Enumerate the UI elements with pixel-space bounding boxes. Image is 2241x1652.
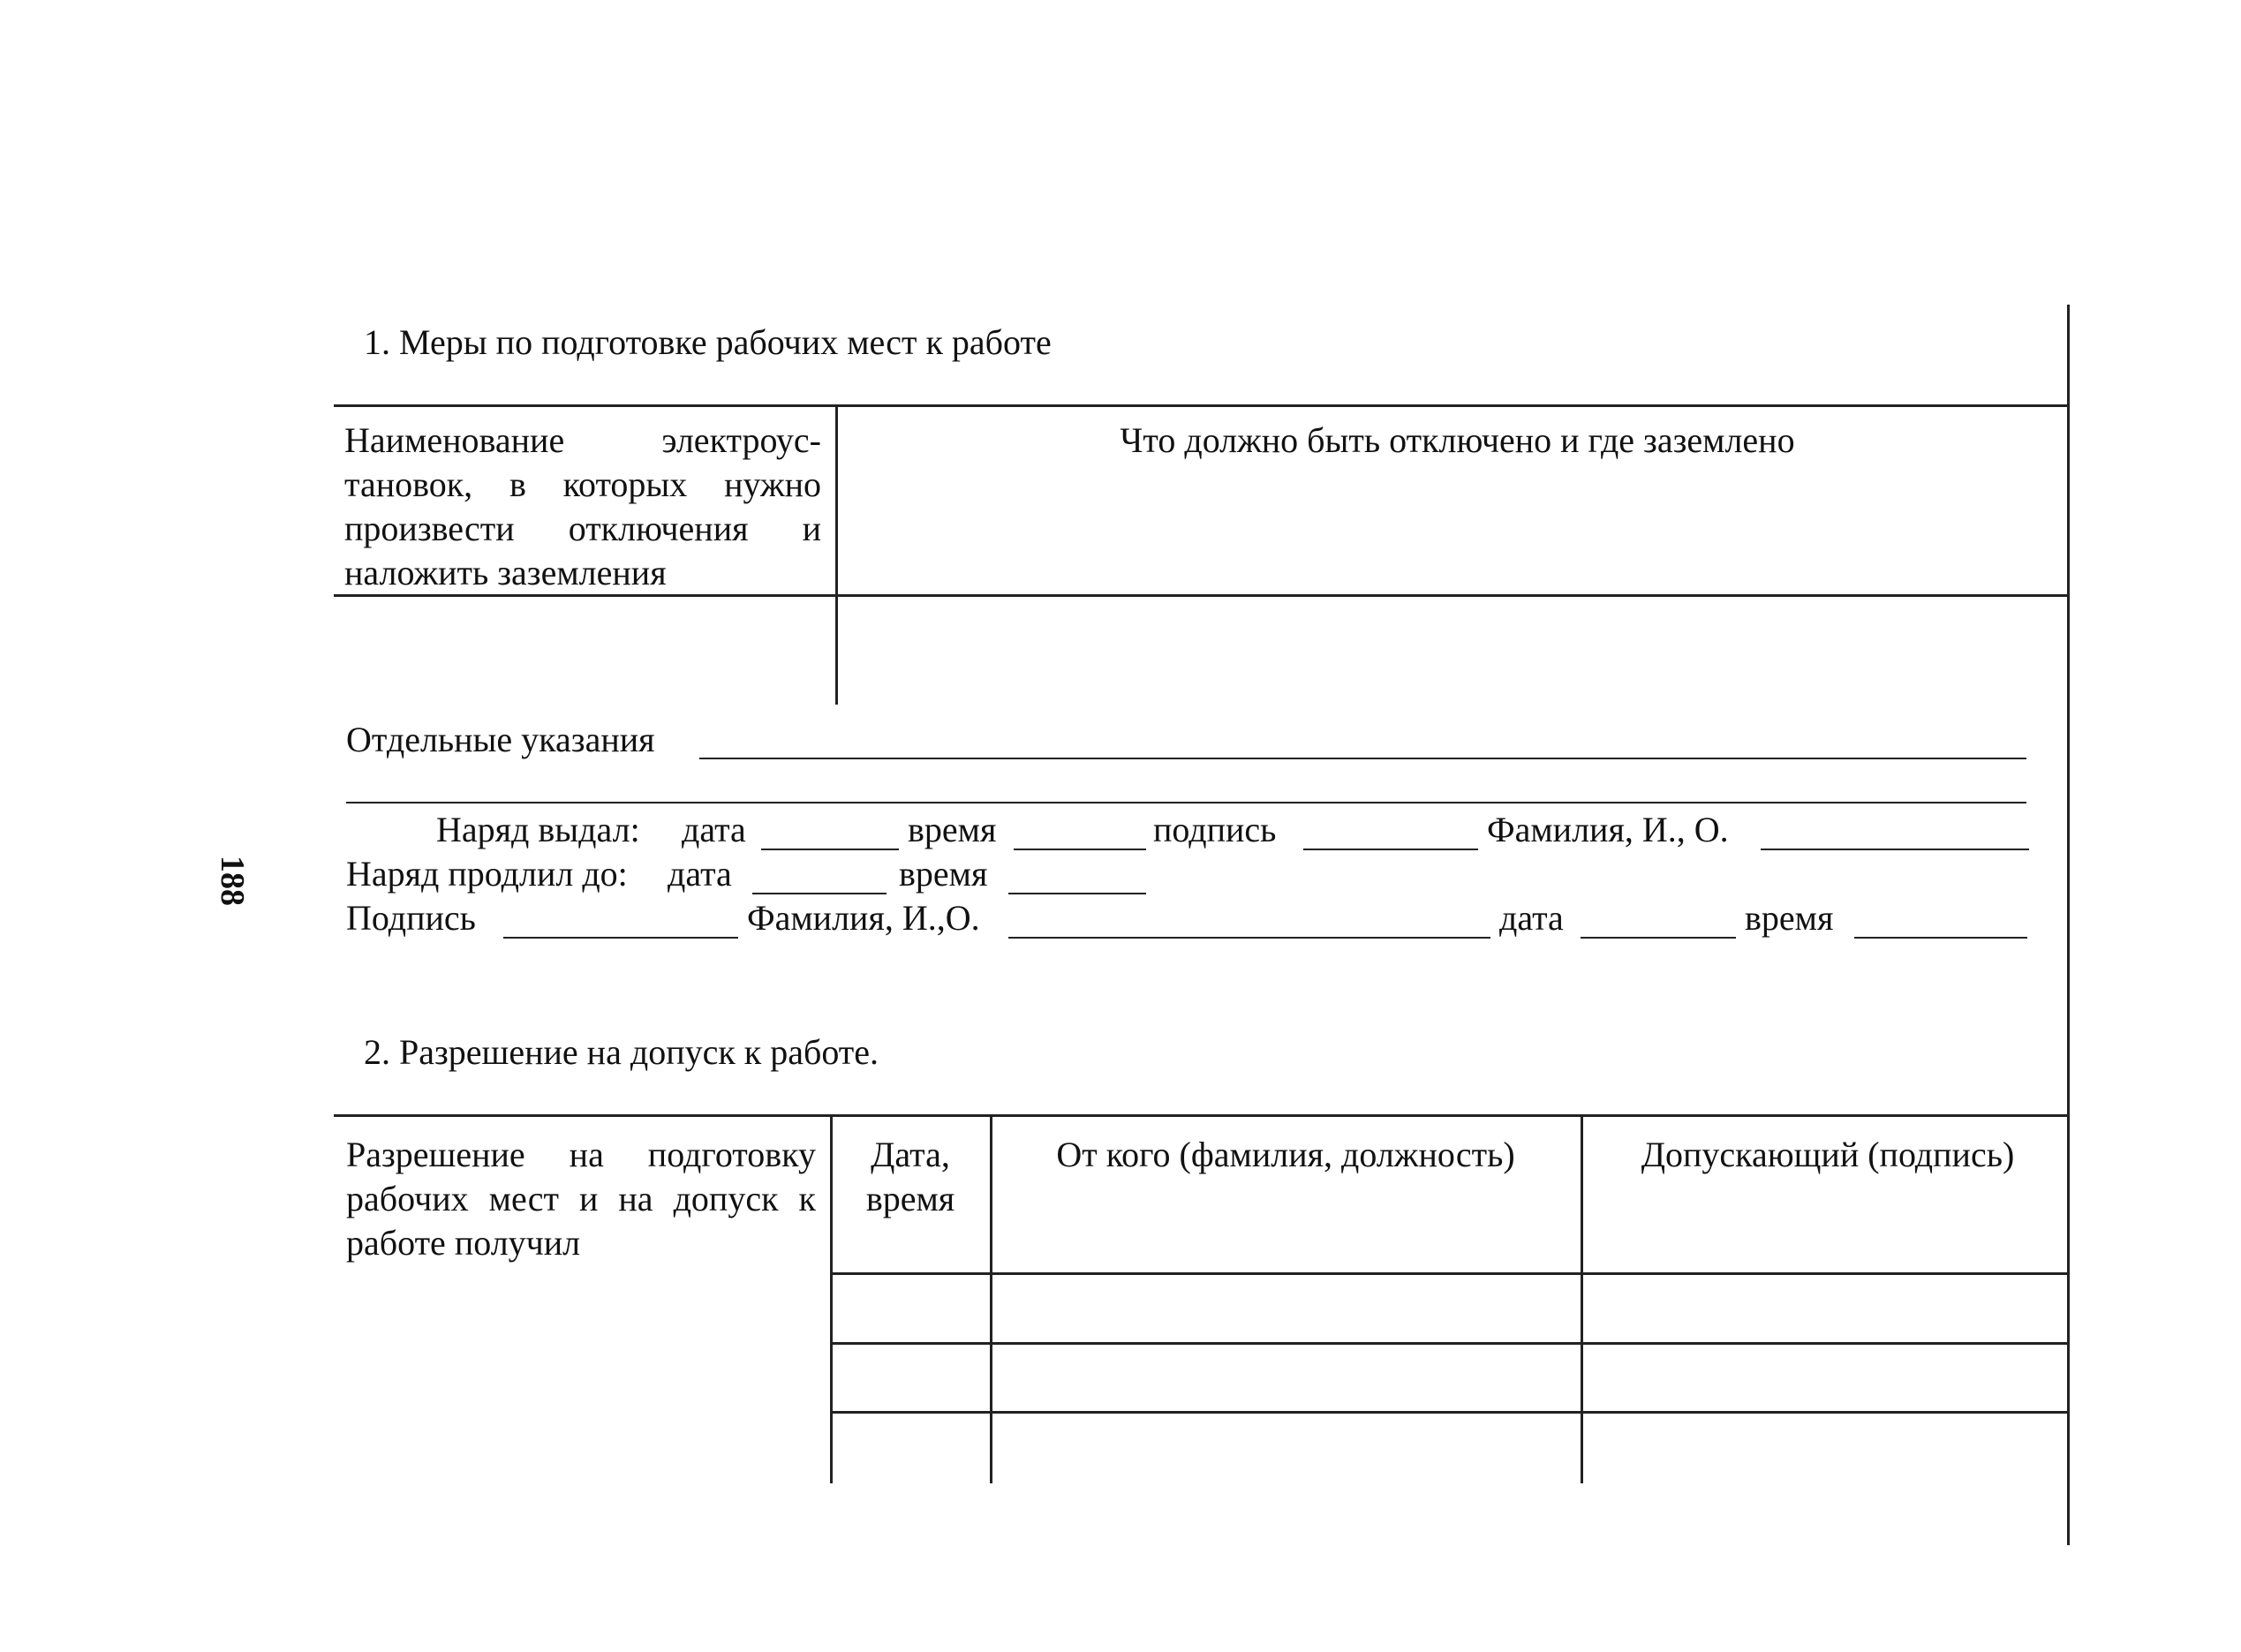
section1-title: 1. Меры по подготовке рабочих мест к работе xyxy=(364,322,1052,362)
issued-label: Наряд выдал: xyxy=(436,810,640,849)
issued-signature-field[interactable] xyxy=(1303,849,1478,850)
section1-col1-header: Наименование электроус- тановок, в которых нужно произвести отключения и наложить заземления xyxy=(344,420,821,592)
section2-table-top-border xyxy=(334,1114,2067,1117)
issued-time-field[interactable] xyxy=(1014,849,1146,850)
signature-row-time-field[interactable] xyxy=(1854,937,2027,939)
signature-row-name-field[interactable] xyxy=(1008,937,1490,939)
section2-col1-header: Разрешение на подготовку рабочих мест и на допуск к работе получил xyxy=(346,1135,816,1263)
signature-row-date-label: дата xyxy=(1499,898,1564,938)
issued-name-field[interactable] xyxy=(1761,849,2029,850)
extended-date-label: дата xyxy=(668,854,732,894)
signature-row-date-field[interactable] xyxy=(1581,937,1736,939)
section1-col2-header: Что должно быть отключено и где заземлено xyxy=(1120,420,1795,460)
section2-row-border-2 xyxy=(830,1342,2067,1345)
signature-row-signature-field[interactable] xyxy=(503,937,738,939)
page-number: 188 xyxy=(214,856,251,906)
section1-table-column-divider xyxy=(835,404,838,705)
section2-title: 2. Разрешение на допуск к работе. xyxy=(364,1032,879,1072)
section2-col-divider-3 xyxy=(1581,1114,1583,1483)
instructions-field-line2[interactable] xyxy=(346,802,2026,803)
signature-row-name-label: Фамилия, И.,О. xyxy=(747,898,980,938)
issued-time-label: время xyxy=(908,810,997,849)
section1-table-top-border xyxy=(334,404,2067,407)
extended-date-field[interactable] xyxy=(752,893,887,894)
section2-row-border-1 xyxy=(830,1272,2067,1275)
instructions-label: Отдельные указания xyxy=(346,720,655,759)
page-right-border xyxy=(2067,305,2070,1545)
issued-name-label: Фамилия, И., О. xyxy=(1487,810,1729,849)
issued-date-field[interactable] xyxy=(761,849,899,850)
section2-col4-header: Допускающий (подпись) xyxy=(1641,1135,2015,1174)
section2-col2-header: Дата, время xyxy=(865,1135,955,1218)
instructions-field-line1[interactable] xyxy=(699,758,2026,759)
signature-row-time-label: время xyxy=(1745,898,1834,938)
section2-row-border-3 xyxy=(830,1411,2067,1414)
section2-col-divider-2 xyxy=(990,1114,992,1483)
extended-time-label: время xyxy=(899,854,988,894)
section2-col-divider-1 xyxy=(830,1114,833,1483)
issued-signature-label: подпись xyxy=(1153,810,1277,849)
extended-label: Наряд продлил до: xyxy=(346,854,628,894)
signature-row-label: Подпись xyxy=(346,898,476,938)
issued-date-label: дата xyxy=(682,810,746,849)
section2-col3-header: От кого (фамилия, должность) xyxy=(1056,1135,1515,1174)
extended-time-field[interactable] xyxy=(1008,893,1146,894)
